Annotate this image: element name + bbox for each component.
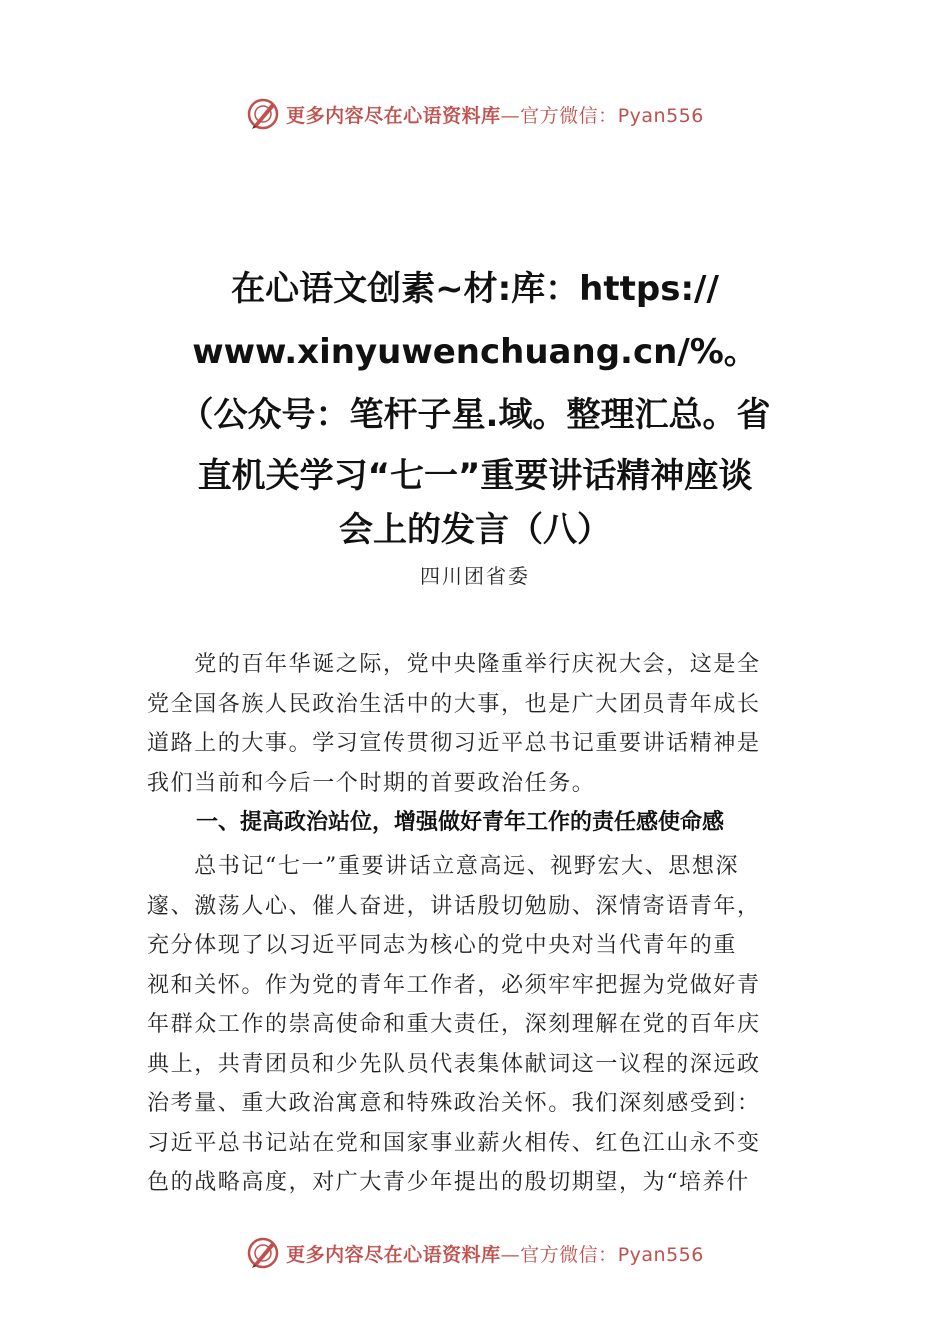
text-line: 党的百年华诞之际，党中央隆重举行庆祝大会，这是全 bbox=[147, 652, 761, 677]
text-line: 典上，共青团员和少先队员代表集体献词这一议程的深远政 bbox=[147, 1051, 761, 1077]
paragraph-1 bbox=[147, 645, 807, 803]
text-line: 我们当前和今后一个时期的首要政治任务。 bbox=[147, 770, 596, 796]
text-line: 充分体现了以习近平同志为核心的党中央对当代青年的重 bbox=[147, 933, 738, 958]
banner-text: 更多内容尽在心语资料库—官方微信：Pyan556 bbox=[286, 104, 704, 127]
text-line: 年群众工作的崇高使命和重大责任，深刻理解在党的百年庆 bbox=[147, 1012, 761, 1037]
title-line: （公众号：笔杆子星.域。整理汇总。省 bbox=[179, 395, 771, 435]
title-line: 在心语文创素~材:库：https:// bbox=[231, 269, 719, 309]
footer-banner bbox=[0, 1233, 950, 1273]
text-line: 习近平总书记站在党和国家事业薪火相传、红色江山永不变 bbox=[147, 1130, 761, 1156]
text-line: 色的战略高度，对广大青少年提出的殷切期望，为“培养什 bbox=[147, 1170, 750, 1195]
banner-text: 更多内容尽在心语资料库—官方微信：Pyan556 bbox=[286, 1243, 704, 1266]
text-line: 视和关怀。作为党的青年工作者，必须牢牢把握为党做好青 bbox=[147, 972, 761, 998]
text-line: 邃、激荡人心、催人奋进，讲话殷切勉励、深情寄语青年， bbox=[147, 893, 761, 919]
text-line: 总书记“七一”重要讲话立意高远、视野宏大、思想深 bbox=[147, 854, 740, 879]
text-line: 治考量、重大政治寓意和特殊政治关怀。我们深刻感受到： bbox=[147, 1091, 761, 1116]
title-line: 直机关学习“七一”重要讲话精神座谈 bbox=[197, 456, 753, 496]
paragraph-2 bbox=[147, 847, 807, 1203]
header-banner bbox=[0, 94, 950, 134]
text-line: 道路上的大事。学习宣传贯彻习近平总书记重要讲话精神是 bbox=[147, 731, 761, 756]
section-heading-1: 一、提高政治站位，增强做好青年工作的责任感使命感 bbox=[196, 810, 725, 835]
document-title bbox=[0, 258, 950, 555]
author-line: 四川团省委 bbox=[420, 564, 530, 588]
pen-logo-icon bbox=[246, 1236, 280, 1270]
title-line: 会上的发言（八） bbox=[339, 510, 611, 550]
text-line: 党全国各族人民政治生活中的大事，也是广大团员青年成长 bbox=[147, 691, 761, 717]
pen-logo-icon bbox=[246, 97, 280, 131]
title-line: www.xinyuwenchuang.cn/%。 bbox=[192, 332, 758, 372]
